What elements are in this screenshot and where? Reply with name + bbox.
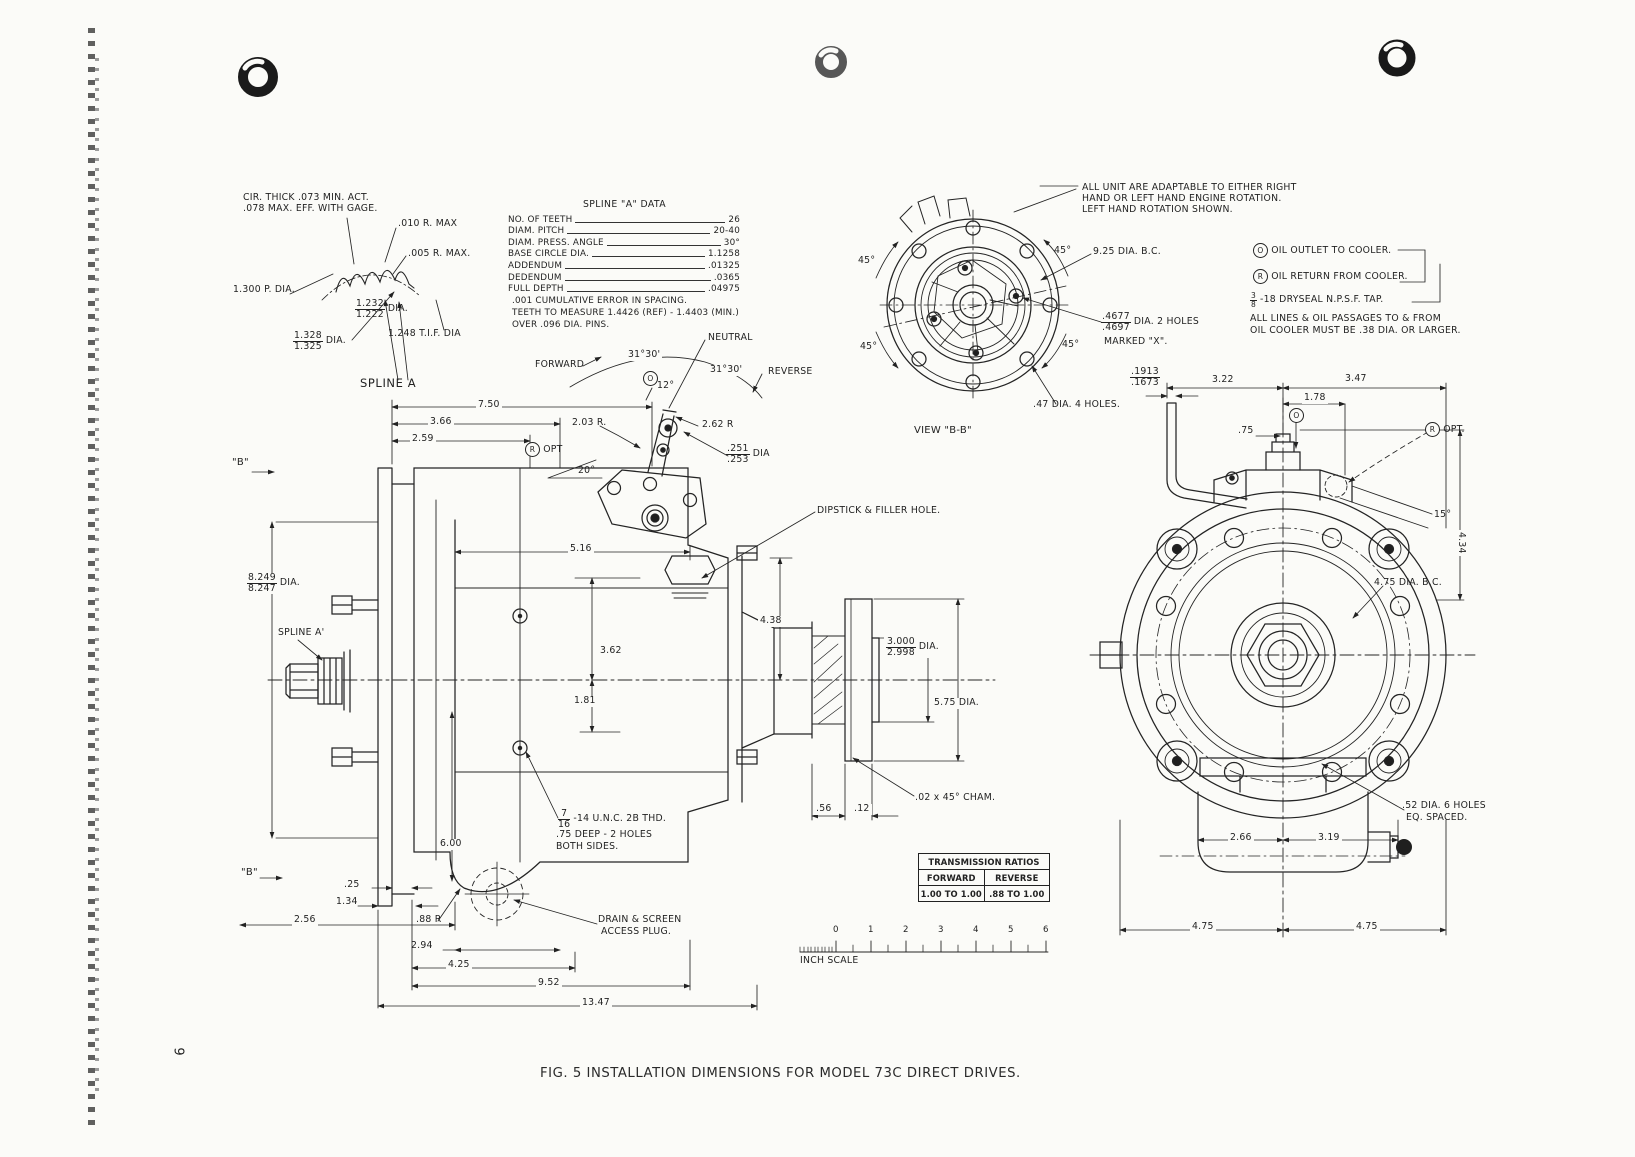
dim-52-holes-1: .52 DIA. 6 HOLES xyxy=(1402,800,1486,811)
dim-47-holes: .47 DIA. 4 HOLES. xyxy=(1033,399,1121,410)
section-b-bottom: "B" xyxy=(241,867,258,878)
dim-2-56: 2.56 xyxy=(294,914,316,925)
ratios-col-forward: FORWARD xyxy=(919,870,985,885)
dim-4-38: 4.38 xyxy=(760,615,782,626)
note-oil-lines-2: OIL COOLER MUST BE .38 DIA. OR LARGER. xyxy=(1250,325,1461,336)
dim-2-66: 2.66 xyxy=(1230,832,1252,843)
dim-7-50: 7.50 xyxy=(478,399,500,410)
label-forward: FORWARD xyxy=(535,359,585,370)
dim-45-ne: 45° xyxy=(1054,245,1072,256)
note-drain-1: DRAIN & SCREEN xyxy=(598,914,682,925)
dim-3-66: 3.66 xyxy=(430,416,452,427)
table-row: DEDENDUM .0365 xyxy=(508,272,740,283)
label-spline-a: SPLINE A xyxy=(360,376,417,390)
note-thread-2: .75 DEEP - 2 HOLES xyxy=(556,829,653,840)
oil-outlet-symbol-end: O xyxy=(1289,408,1304,423)
note-cir-thick-1: CIR. THICK .073 MIN. ACT. xyxy=(243,192,369,203)
dim-45-se: 45° xyxy=(1062,339,1080,350)
spline-a-data-table xyxy=(508,213,740,294)
scale-tick-0: 0 xyxy=(833,925,839,935)
note-drain-2: ACCESS PLUG. xyxy=(601,926,672,937)
note-oil-lines-1: ALL LINES & OIL PASSAGES TO & FROM xyxy=(1250,313,1441,324)
dim-6-00: 6.00 xyxy=(440,838,462,849)
scale-tick-4: 4 xyxy=(973,925,979,935)
dim-25: .25 xyxy=(344,879,360,890)
note-oil-outlet: O OIL OUTLET TO COOLER. xyxy=(1253,243,1391,258)
figure-caption: FIG. 5 INSTALLATION DIMENSIONS FOR MODEL 73C DIRECT DRIVES. xyxy=(540,1066,1021,1081)
note-dryseal-tap: $\frac{3}{8}$ -18 DRYSEAL N.P.S.F. TAP. xyxy=(1251,291,1384,309)
dim-1-78: 1.78 xyxy=(1304,392,1326,403)
dim-3-22: 3.22 xyxy=(1212,374,1234,385)
scale-label: INCH SCALE xyxy=(800,955,859,966)
dim-1-81: 1.81 xyxy=(574,695,596,706)
view-bb-dimensions xyxy=(876,189,1101,404)
dim-4-34: 4.34 xyxy=(1456,532,1467,554)
ratios-forward-value: 1.00 TO 1.00 xyxy=(919,886,985,901)
table-row: ADDENDUM .01325 xyxy=(508,260,740,271)
dim-4-75-bc: 4.75 DIA. B.C. xyxy=(1374,577,1442,588)
table-row: BASE CIRCLE DIA. 1.1258 xyxy=(508,249,740,260)
side-view-dimensions xyxy=(240,340,964,1010)
dim-angle-31-30-right: 31°30' xyxy=(710,364,743,375)
dim-3-47: 3.47 xyxy=(1345,373,1367,384)
transmission-ratios-table xyxy=(918,853,1050,902)
scale-tick-1: 1 xyxy=(868,925,874,935)
view-bb-title: VIEW "B-B" xyxy=(914,425,972,436)
dim-2-94: 2.94 xyxy=(411,940,433,951)
ratios-reverse-value: .88 TO 1.00 xyxy=(989,889,1045,899)
note-rotation-3: LEFT HAND ROTATION SHOWN. xyxy=(1082,204,1233,215)
dim-52-holes-2: EQ. SPACED. xyxy=(1406,812,1468,823)
note-rotation-2: HAND OR LEFT HAND ENGINE ROTATION. xyxy=(1082,193,1282,204)
note-cir-thick-2: .078 MAX. EFF. WITH GAGE. xyxy=(243,203,378,214)
dim-r005: .005 R. MAX. xyxy=(408,248,471,259)
label-reverse: REVERSE xyxy=(768,366,813,377)
dim-r010: .010 R. MAX xyxy=(398,218,458,229)
spline-table-title: SPLINE "A" DATA xyxy=(583,199,667,210)
dim-75: .75 xyxy=(1238,425,1254,436)
dim-4-75-left: 4.75 xyxy=(1192,921,1214,932)
view-bb-linework xyxy=(880,196,1068,400)
oil-return-opt-end: R OPT. xyxy=(1425,422,1465,437)
table-row: DIAM. PITCH 20-40 xyxy=(508,226,740,237)
dim-5-75-dia: 5.75 DIA. xyxy=(934,697,979,708)
dim-5-16: 5.16 xyxy=(570,543,592,554)
spline-note-3: OVER .096 DIA. PINS. xyxy=(512,320,610,330)
dim-45-sw: 45° xyxy=(860,341,878,352)
inch-scale-ruler xyxy=(800,941,1048,952)
dim-2-59: 2.59 xyxy=(412,433,434,444)
note-rotation-1: ALL UNIT ARE ADAPTABLE TO EITHER RIGHT xyxy=(1082,182,1297,193)
dim-spline-dia-2: $\frac{1.328}{1.325}$ DIA. xyxy=(294,330,346,352)
dim-8-249-dia: $\frac{8.249}{8.247}$ DIA. xyxy=(245,573,302,594)
dim-1913-slot: $\frac{.1913}{.1673}$ xyxy=(1128,367,1162,388)
dim-chamfer: .02 x 45° CHAM. xyxy=(915,792,996,803)
spline-note-2: TEETH TO MEASURE 1.4426 (REF) - 1.4403 (MIN.) xyxy=(512,308,739,318)
oil-outlet-symbol: O xyxy=(643,371,658,386)
dim-88-r: .88 R xyxy=(416,914,442,925)
scan-hole-punch-artifacts xyxy=(243,44,1411,92)
dim-251-253: $\frac{.251}{.253}$ DIA xyxy=(727,443,770,465)
label-neutral: NEUTRAL xyxy=(708,332,753,343)
dim-angle-12: 12° xyxy=(657,380,675,391)
scale-tick-6: 6 xyxy=(1043,925,1049,935)
table-row: DIAM. PRESS. ANGLE 30° xyxy=(508,237,740,248)
scale-tick-5: 5 xyxy=(1008,925,1014,935)
dim-angle-20: 20° xyxy=(578,465,596,476)
dim-9-52: 9.52 xyxy=(538,977,560,988)
dim-tif-dia: 1.248 T.I.F. DIA xyxy=(388,328,461,339)
dim-1-34: 1.34 xyxy=(336,896,358,907)
oil-return-opt: R OPT xyxy=(525,442,563,457)
dim-4677-holes: $\frac{.4677}{.4697}$ DIA. 2 HOLES xyxy=(1102,311,1200,333)
dim-spline-dia-1: $\frac{1.232}{1.222}$ DIA. xyxy=(356,298,408,320)
note-dipstick: DIPSTICK & FILLER HOLE. xyxy=(817,505,941,516)
dim-2-03-r: 2.03 R. xyxy=(572,417,607,428)
note-thread: $\frac{7}{16}$ -14 U.N.C. 2B THD. xyxy=(558,808,667,830)
dim-56: .56 xyxy=(816,803,832,814)
dim-12: .12 xyxy=(854,803,870,814)
dim-2-62-r: 2.62 R xyxy=(702,419,734,430)
ratios-col-reverse: REVERSE xyxy=(995,873,1039,883)
spline-note-1: .001 CUMULATIVE ERROR IN SPACING. xyxy=(512,296,688,306)
dim-3-19: 3.19 xyxy=(1318,832,1340,843)
dim-3-62: 3.62 xyxy=(600,645,622,656)
ratios-title: TRANSMISSION RATIOS xyxy=(919,854,1049,870)
page-number: 9 xyxy=(170,1047,186,1056)
scale-tick-3: 3 xyxy=(938,925,944,935)
dim-angle-15: 15° xyxy=(1434,509,1452,520)
end-view-dimensions xyxy=(1120,383,1467,935)
dim-9-25-bc: 9.25 DIA. B.C. xyxy=(1093,246,1161,257)
dim-pitch-dia: 1.300 P. DIA. xyxy=(233,284,295,295)
dim-45-nw: 45° xyxy=(858,255,876,266)
dim-4-75-right: 4.75 xyxy=(1356,921,1378,932)
note-marked-x: MARKED "X". xyxy=(1104,336,1168,347)
table-row: NO. OF TEETH 26 xyxy=(508,214,740,225)
label-spline-a-prime: SPLINE A' xyxy=(278,627,325,638)
section-b-top: "B" xyxy=(232,457,249,468)
dim-13-47: 13.47 xyxy=(582,997,610,1008)
table-row: FULL DEPTH .04975 xyxy=(508,284,740,295)
dim-4-25: 4.25 xyxy=(448,959,470,970)
end-view-linework xyxy=(1090,398,1475,940)
dim-3-000-dia: $\frac{3.000}{2.998}$ DIA. xyxy=(884,637,941,658)
note-oil-return: R OIL RETURN FROM COOLER. xyxy=(1253,269,1408,284)
note-thread-3: BOTH SIDES. xyxy=(556,841,619,852)
dim-angle-31-30-left: 31°30' xyxy=(628,349,661,360)
scale-tick-2: 2 xyxy=(903,925,909,935)
